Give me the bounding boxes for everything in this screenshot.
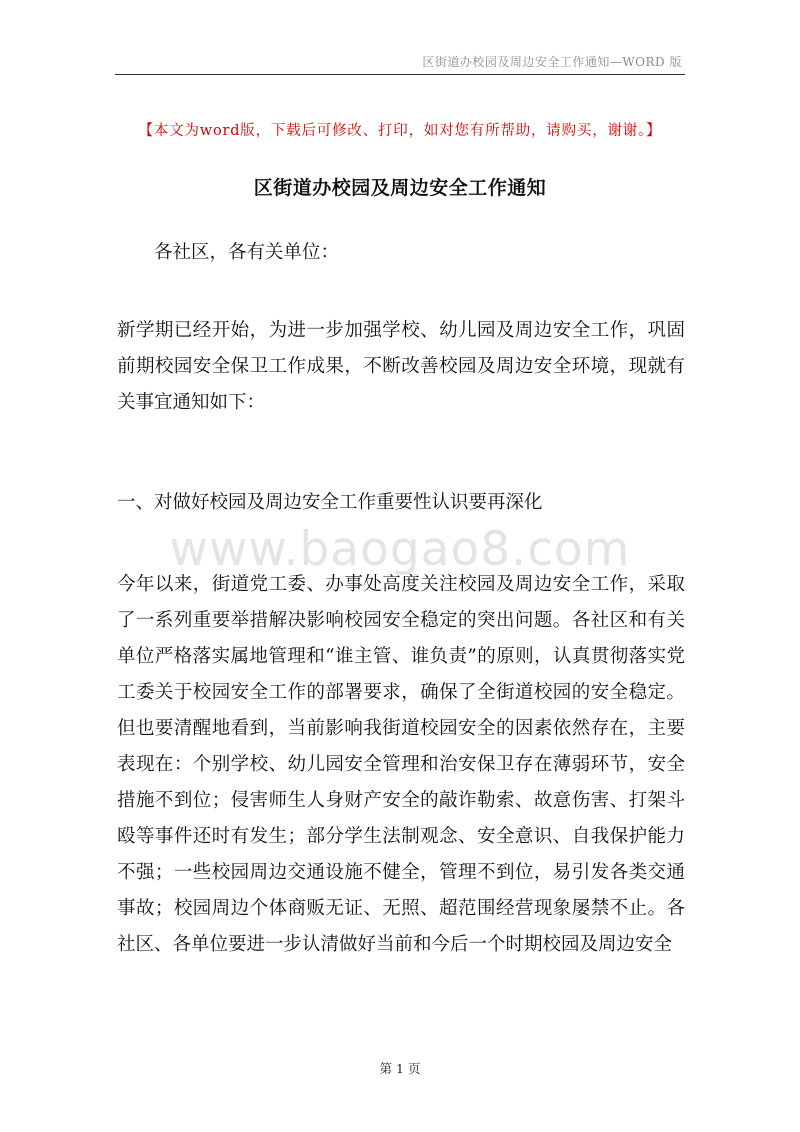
site-watermark: www.baogao8.com [169, 522, 631, 577]
purchase-notice: 【本文为word版，下载后可修改、打印，如对您有所帮助，请购买，谢谢。】 [138, 123, 662, 139]
body-paragraph-1: 新学期已经开始，为进一步加强学校、幼儿园及周边安全工作，巩固前期校园安全保卫工作成果，不断改善校园及周边安全环境，现就有关事宜通知如下： [117, 320, 685, 413]
header-divider [115, 74, 685, 75]
salutation: 各社区，各有关单位： [154, 242, 340, 263]
section-heading-1: 一、对做好校园及周边安全工作重要性认识要再深化 [117, 492, 543, 513]
body-paragraph-2: 今年以来，街道党工委、办事处高度关注校园及周边安全工作，采取了一系列重要举措解决影响校园安全稳定的突出问题。各社区和有关单位严格落实属地管理和“谁主管、谁负责”的原则，认真贯彻落实党工委关于校园安全工作的部署要求，确保了全街道校园的安全稳定。但也要清醒地看到，当前影响我街道校园安全的因素依然存在，主要表现在：个别学校、幼儿园安全管理和治安保卫存在薄弱环节，安全措施不到位；侵害师生人身财产安全的敲诈勒索、故意伤害、打架斗殴等事件还时有发生；部分学生法制观念、安全意识、自我保护能力不强；一些校园周边交通设施不健全，管理不到位，易引发各类交通事故；校园周边个体商贩无证、无照、超范围经营现象屡禁不止。各社区、各单位要进一步认清做好当前和今后一个时期校园及周边安全 [117, 574, 685, 955]
page-number: 第 1 页 [379, 1061, 421, 1076]
running-header: 区街道办校园及周边安全工作通知—WORD 版 [422, 55, 682, 69]
document-title: 区街道办校园及周边安全工作通知 [253, 177, 547, 199]
